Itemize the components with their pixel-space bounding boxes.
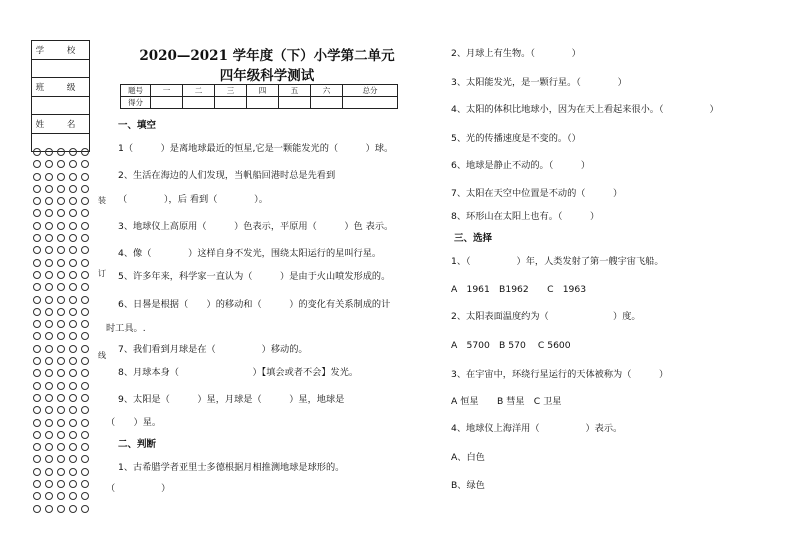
- question-choice-4-option-a: A、白色: [451, 452, 485, 463]
- binding-hole: [45, 246, 53, 254]
- binding-hole: [81, 406, 89, 414]
- binding-hole: [45, 148, 53, 156]
- question-choice-4: 4、地球仪上海洋用（ ）表示。: [451, 423, 623, 434]
- binding-hole: [81, 234, 89, 242]
- score-header-cell: 一: [151, 85, 183, 97]
- binding-hole: [33, 332, 41, 340]
- binding-hole: [45, 419, 53, 427]
- binding-hole: [81, 505, 89, 513]
- binding-holes: [33, 148, 95, 517]
- binding-hole: [81, 197, 89, 205]
- question-choice-3: 3、在宇宙中，环绕行星运行的天体被称为（ ）: [451, 369, 669, 380]
- score-row-label: 得分: [121, 97, 151, 109]
- binding-hole: [69, 259, 77, 267]
- binding-hole: [57, 369, 65, 377]
- score-cell[interactable]: [215, 97, 247, 109]
- binding-hole: [45, 222, 53, 230]
- binding-hole: [33, 320, 41, 328]
- question-judge-4: 4、太阳的体积比地球小，因为在天上看起来很小。（ ）: [451, 104, 719, 115]
- binding-hole: [33, 148, 41, 156]
- question-choice-1: 1、（ ）年，人类发射了第一艘宇宙飞船。: [451, 256, 664, 267]
- binding-hole: [69, 492, 77, 500]
- binding-hole: [81, 185, 89, 193]
- binding-hole: [45, 308, 53, 316]
- binding-hole: [33, 259, 41, 267]
- binding-hole: [69, 443, 77, 451]
- question-choice-3-options: A 恒星 B 彗星 C 卫星: [451, 396, 562, 407]
- binding-hole: [33, 160, 41, 168]
- binding-hole: [81, 345, 89, 353]
- score-header-cell: 四: [247, 85, 279, 97]
- binding-hole: [57, 308, 65, 316]
- score-cell[interactable]: [183, 97, 215, 109]
- binding-hole: [33, 369, 41, 377]
- binding-hole: [81, 271, 89, 279]
- binding-hole: [81, 173, 89, 181]
- binding-hole: [45, 185, 53, 193]
- binding-hole: [81, 296, 89, 304]
- binding-hole: [69, 234, 77, 242]
- binding-hole: [57, 222, 65, 230]
- binding-hole: [69, 160, 77, 168]
- binding-hole: [57, 505, 65, 513]
- score-value-row: [121, 97, 398, 109]
- binding-hole: [57, 259, 65, 267]
- binding-hole: [45, 369, 53, 377]
- binding-hole: [81, 455, 89, 463]
- binding-hole: [45, 160, 53, 168]
- class-label: 班 级: [32, 78, 89, 97]
- binding-hole: [81, 357, 89, 365]
- binding-hole: [81, 394, 89, 402]
- binding-hole: [69, 271, 77, 279]
- question-choice-4-option-b: B、绿色: [451, 480, 485, 491]
- binding-hole: [69, 283, 77, 291]
- binding-hole: [57, 443, 65, 451]
- binding-hole: [45, 455, 53, 463]
- binding-hole: [57, 480, 65, 488]
- binding-hole: [81, 148, 89, 156]
- question-judge-1b: （ ）: [106, 483, 171, 494]
- binding-hole: [45, 320, 53, 328]
- binding-hole: [57, 160, 65, 168]
- binding-hole: [69, 185, 77, 193]
- binding-hole: [33, 271, 41, 279]
- binding-hole: [81, 492, 89, 500]
- binding-hole: [33, 173, 41, 181]
- score-header-row: [121, 85, 398, 97]
- binding-hole: [69, 173, 77, 181]
- binding-hole: [33, 308, 41, 316]
- binding-hole: [69, 382, 77, 390]
- binding-hole: [69, 320, 77, 328]
- binding-hole: [57, 283, 65, 291]
- binding-hole: [81, 246, 89, 254]
- binding-hole: [45, 382, 53, 390]
- binding-mark-xian: 线: [98, 351, 106, 360]
- binding-hole: [57, 382, 65, 390]
- binding-hole: [69, 419, 77, 427]
- binding-hole: [33, 209, 41, 217]
- binding-hole: [57, 468, 65, 476]
- binding-hole: [33, 505, 41, 513]
- binding-hole: [69, 345, 77, 353]
- binding-hole: [45, 296, 53, 304]
- binding-hole: [57, 197, 65, 205]
- binding-hole: [45, 443, 53, 451]
- score-header-cell: 二: [183, 85, 215, 97]
- question-fill-8: 8、月球本身（ ）【填会或者不会】发光。: [118, 367, 359, 378]
- question-fill-7: 7、我们看到月球是在（ ）移动的。: [118, 344, 308, 355]
- school-field[interactable]: [32, 60, 89, 78]
- binding-hole: [81, 443, 89, 451]
- binding-hole: [81, 431, 89, 439]
- question-choice-1-options: A 1961 B1962 C 1963: [451, 284, 587, 295]
- exam-subtitle: 四年级科学测试: [219, 68, 315, 84]
- binding-hole: [45, 492, 53, 500]
- binding-hole: [69, 197, 77, 205]
- binding-hole: [45, 234, 53, 242]
- binding-hole: [33, 468, 41, 476]
- binding-hole: [33, 222, 41, 230]
- question-fill-9a: 9、太阳是（ ）星，月球是（ ）星，地球是: [118, 394, 345, 405]
- binding-hole: [33, 431, 41, 439]
- binding-hole: [69, 468, 77, 476]
- question-fill-6b: 时工具。.: [106, 323, 146, 334]
- binding-hole: [33, 234, 41, 242]
- binding-hole: [57, 394, 65, 402]
- question-judge-3: 3、太阳能发光，是一颗行星。（ ）: [451, 77, 627, 88]
- student-info-box: [31, 40, 90, 152]
- binding-hole: [57, 431, 65, 439]
- score-header-cell: 总分: [343, 85, 398, 97]
- score-cell[interactable]: [311, 97, 343, 109]
- score-header-cell: 五: [279, 85, 311, 97]
- binding-hole: [33, 382, 41, 390]
- binding-hole: [33, 455, 41, 463]
- question-judge-2: 2、月球上有生物。（ ）: [451, 48, 581, 59]
- binding-hole: [57, 455, 65, 463]
- binding-hole: [57, 320, 65, 328]
- binding-hole: [81, 209, 89, 217]
- binding-hole: [81, 369, 89, 377]
- binding-hole: [57, 419, 65, 427]
- binding-hole: [69, 455, 77, 463]
- question-fill-2a: 2、生活在海边的人们发现，当帆船回港时总是先看到: [118, 170, 336, 181]
- binding-hole: [45, 468, 53, 476]
- score-table: [120, 84, 398, 109]
- score-cell[interactable]: [343, 97, 398, 109]
- binding-hole: [69, 246, 77, 254]
- school-label: 学 校: [32, 41, 89, 60]
- score-header-cell: 三: [215, 85, 247, 97]
- binding-hole: [45, 332, 53, 340]
- binding-hole: [33, 419, 41, 427]
- binding-hole: [33, 185, 41, 193]
- binding-hole: [69, 296, 77, 304]
- binding-hole: [57, 332, 65, 340]
- binding-hole: [81, 468, 89, 476]
- binding-hole: [69, 480, 77, 488]
- binding-hole: [45, 271, 53, 279]
- binding-hole: [81, 222, 89, 230]
- binding-hole: [81, 419, 89, 427]
- binding-hole: [33, 357, 41, 365]
- binding-hole: [69, 222, 77, 230]
- binding-hole: [45, 283, 53, 291]
- question-choice-2: 2、太阳表面温度约为（ ）度。: [451, 311, 641, 322]
- question-fill-2b: （ ），后 看到（ ）。: [118, 194, 268, 205]
- question-fill-4: 4、像（ ）这样自身不发光，围绕太阳运行的星叫行星。: [118, 248, 382, 259]
- question-judge-7: 7、太阳在天空中位置是不动的（ ）: [451, 188, 623, 199]
- section-choice-heading: 三、选择: [454, 233, 493, 244]
- binding-hole: [81, 160, 89, 168]
- score-cell[interactable]: [279, 97, 311, 109]
- score-cell[interactable]: [247, 97, 279, 109]
- question-fill-1: 1（ ）是离地球最近的恒星,它是一颗能发光的（ ）球。: [118, 143, 394, 154]
- binding-hole: [57, 492, 65, 500]
- question-fill-5: 5、许多年来，科学家一直认为（ ）是由于火山喷发形成的。: [118, 271, 391, 282]
- binding-hole: [81, 320, 89, 328]
- binding-hole: [33, 296, 41, 304]
- binding-hole: [69, 369, 77, 377]
- score-header-cell: 题号: [121, 85, 151, 97]
- binding-hole: [57, 357, 65, 365]
- binding-hole: [45, 209, 53, 217]
- question-judge-6: 6、地球是静止不动的。（ ）: [451, 160, 591, 171]
- binding-hole: [45, 345, 53, 353]
- binding-hole: [69, 406, 77, 414]
- score-header-cell: 六: [311, 85, 343, 97]
- binding-hole: [33, 443, 41, 451]
- binding-hole: [69, 148, 77, 156]
- binding-hole: [57, 271, 65, 279]
- binding-hole: [69, 209, 77, 217]
- binding-hole: [81, 308, 89, 316]
- binding-hole: [45, 431, 53, 439]
- exam-title: 2020—2021 学年度（下）小学第二单元: [139, 48, 395, 64]
- binding-hole: [57, 345, 65, 353]
- binding-hole: [33, 283, 41, 291]
- class-field[interactable]: [32, 97, 89, 115]
- binding-hole: [45, 480, 53, 488]
- binding-hole: [69, 308, 77, 316]
- binding-hole: [57, 209, 65, 217]
- binding-hole: [69, 505, 77, 513]
- binding-hole: [33, 246, 41, 254]
- binding-hole: [45, 259, 53, 267]
- question-judge-1a: 1、古希腊学者亚里士多德根据月相推测地球是球形的。: [118, 462, 345, 473]
- section-judge-heading: 二、判断: [118, 439, 157, 450]
- binding-hole: [33, 345, 41, 353]
- section-fill-blank-heading: 一、填空: [118, 120, 157, 131]
- binding-mark-ding: 订: [98, 269, 106, 278]
- binding-hole: [81, 259, 89, 267]
- binding-hole: [57, 173, 65, 181]
- binding-hole: [33, 480, 41, 488]
- name-label: 姓 名: [32, 115, 89, 134]
- question-fill-3: 3、地球仪上高原用（ ）色表示，平原用（ ）色 表示。: [118, 221, 394, 232]
- binding-hole: [69, 332, 77, 340]
- binding-hole: [45, 394, 53, 402]
- score-cell[interactable]: [151, 97, 183, 109]
- question-choice-2-options: A 5700 B 570 C 5600: [451, 340, 571, 351]
- question-judge-5: 5、光的传播速度是不变的。（）: [451, 133, 581, 144]
- binding-hole: [45, 505, 53, 513]
- binding-hole: [57, 246, 65, 254]
- binding-hole: [45, 357, 53, 365]
- binding-hole: [45, 173, 53, 181]
- binding-hole: [33, 394, 41, 402]
- binding-hole: [81, 283, 89, 291]
- binding-hole: [57, 296, 65, 304]
- binding-hole: [69, 357, 77, 365]
- binding-hole: [81, 480, 89, 488]
- question-fill-6a: 6、日晷是根据（ ）的移动和（ ）的变化有关系制成的计: [118, 299, 391, 310]
- binding-mark-zhuang: 装: [98, 196, 106, 205]
- binding-hole: [81, 332, 89, 340]
- binding-hole: [57, 185, 65, 193]
- binding-hole: [45, 197, 53, 205]
- binding-hole: [33, 406, 41, 414]
- binding-hole: [33, 492, 41, 500]
- binding-hole: [57, 148, 65, 156]
- binding-hole: [45, 406, 53, 414]
- binding-hole: [81, 382, 89, 390]
- binding-hole: [33, 197, 41, 205]
- question-fill-9b: （ ）星。: [106, 417, 162, 428]
- binding-hole: [69, 431, 77, 439]
- binding-hole: [69, 394, 77, 402]
- binding-hole: [57, 406, 65, 414]
- question-judge-8: 8、环形山在太阳上也有。（ ）: [451, 211, 600, 222]
- binding-hole: [57, 234, 65, 242]
